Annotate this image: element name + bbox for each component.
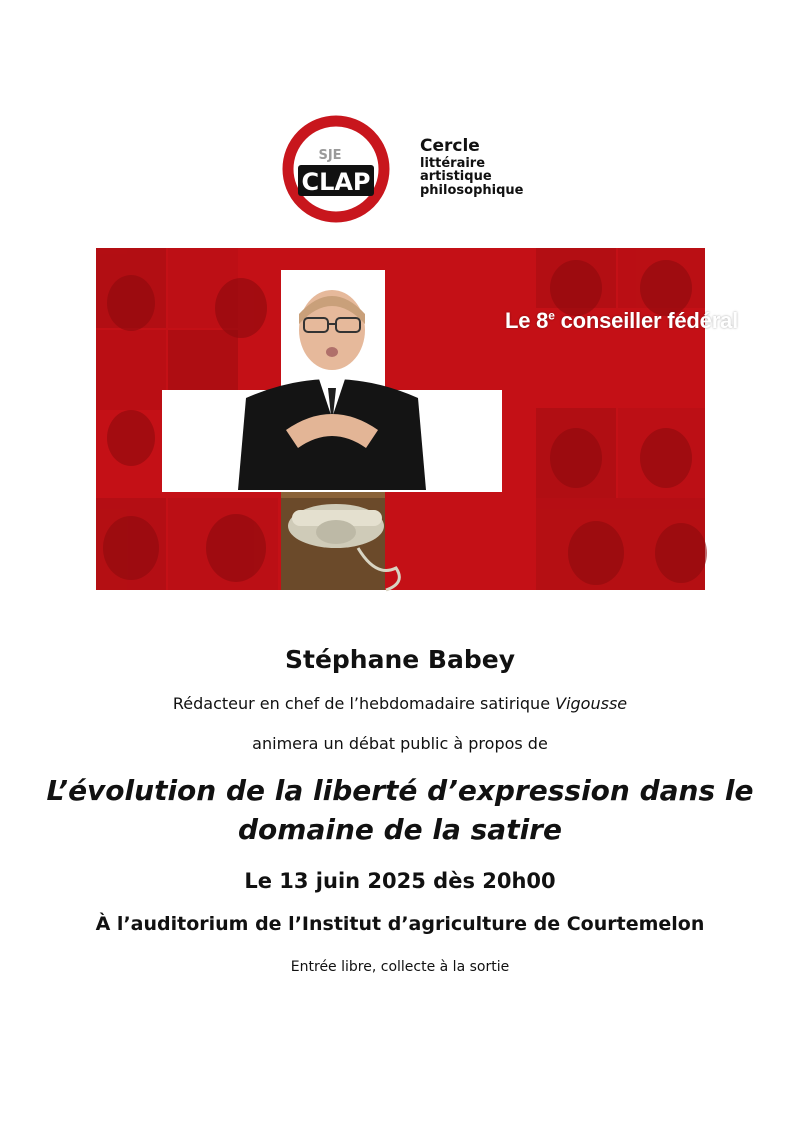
debate-topic [0,771,800,849]
logo-name: Cercle [420,136,480,156]
clap-logo-ring [280,113,392,225]
speaker-role: Rédacteur en chef de l’hebdomadaire satirique Vigousse [172,694,628,713]
svg-text:SJE: SJE [318,148,342,163]
logo-line-literary: littéraire [420,155,486,171]
banner-artwork [96,248,739,590]
svg-text:CLAP: CLAP [301,168,371,196]
intro-line: animera un débat public à propos de [252,734,548,753]
logo-line-artistic: artistique [420,169,492,185]
banner-title: Le 8e conseiller fédéral [505,308,739,333]
event-date: Le 13 juin 2025 dès 20h00 [244,869,556,893]
topic-line-1: L’évolution de la liberté d’expression dans le [46,774,754,807]
clap-logo [280,113,392,225]
speaker-name: Stéphane Babey [284,645,515,674]
publication-name: Vigousse [555,694,628,713]
topic-line-2: domaine de la satire [238,813,562,846]
poster-banner [96,248,739,590]
logo-line-philosophic: philosophique [420,183,524,199]
entry-info: Entrée libre, collecte à la sortie [290,959,510,975]
logo-caption [420,138,523,198]
event-venue: À l’auditorium de l’Institut d’agriculture de Courtemelon [95,913,705,935]
